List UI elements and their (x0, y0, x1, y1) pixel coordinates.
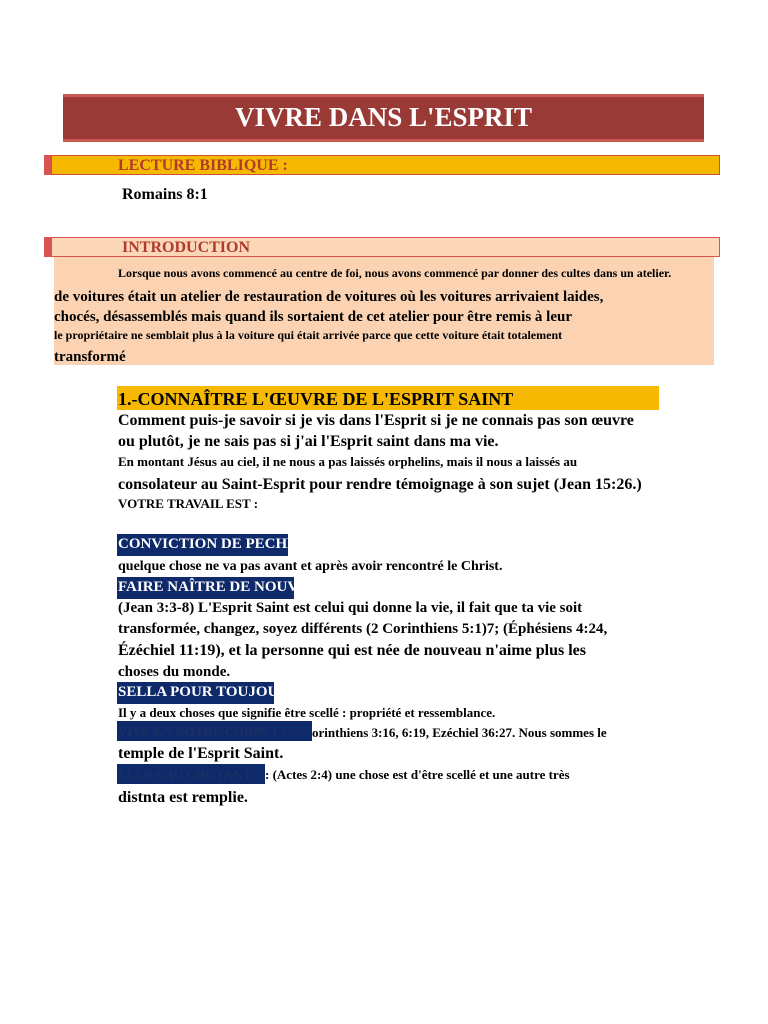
item-line: temple de l'Esprit Saint. (118, 745, 284, 762)
section-line: En montant Jésus au ciel, il ne nous a pas laissés orphelins, mais il nous a laissés au (118, 454, 578, 469)
intro-line: de voitures était un atelier de restauration de voitures où les voitures arrivaient laides, (54, 289, 604, 305)
item-heading-label: SELLA POUR TOUJOURS (118, 684, 298, 700)
item-heading-label: CONVICTION DE PECHE (118, 536, 298, 552)
section-line: consolateur au Saint-Esprit pour rendre témoignage à son sujet (Jean 15:26.) (118, 476, 642, 493)
item-line: transformée, changez, soyez différents (2 Corinthiens 5:1)7; (Éphésiens 4:24, (118, 621, 608, 637)
item-heading-llena (117, 764, 265, 784)
intro-line: transformé (54, 349, 126, 365)
intro-line: Lorsque nous avons commencé au centre de foi, nous avons commencé par donner des cultes dans un atelier. (118, 266, 672, 280)
section-line: VOTRE TRAVAIL EST : (118, 496, 259, 511)
item-line: distnta est remplie. (118, 789, 248, 806)
lecture-reference: Romains 8:1 (122, 186, 208, 203)
intro-label: INTRODUCTION (122, 239, 251, 256)
item-heading-label: FAIRE NAÎTRE DE NOUVEAU (118, 579, 330, 595)
item-heading-label: LLENA AU CROYANT (118, 767, 252, 782)
item-heading-label: VIVE EN NOTRE CORPS 1 C (118, 724, 291, 739)
item-inline-text: : (Actes 2:4) une chose est d'être scellé et une autre très (265, 767, 570, 782)
intro-line: le propriétaire ne semblait plus à la voiture qui était arrivée parce que cette voiture était totalement (54, 328, 563, 342)
item-heading-naitre (117, 577, 330, 599)
item-line: Il y a deux choses que signifie être scellé : propriété et ressemblance. (118, 705, 496, 720)
item-line: quelque chose ne va pas avant et après avoir rencontré le Christ. (118, 559, 503, 574)
intro-line: chocés, désassemblés mais quand ils sortaient de cet atelier pour être remis à leur (54, 309, 572, 325)
item-heading-sella (117, 682, 298, 704)
item-line: choses du monde. (118, 664, 231, 680)
page-title: VIVRE DANS L'ESPRIT (234, 102, 533, 132)
item-heading-conviction (117, 534, 298, 556)
section-title: 1.-CONNAÎTRE L'ŒUVRE DE L'ESPRIT SAINT (118, 389, 514, 409)
section-line: ou plutôt, je ne sais pas si j'ai l'Esprit saint dans ma vie. (118, 433, 499, 450)
item-line: Ézéchiel 11:19), et la personne qui est née de nouveau n'aime plus les (118, 642, 586, 659)
item-line: (Jean 3:3-8) L'Esprit Saint est celui qui donne la vie, il fait que ta vie soit (118, 600, 583, 616)
section-line: Comment puis-je savoir si je vis dans l'Esprit si je ne connais pas son œuvre (118, 412, 634, 429)
item-heading-vive (117, 721, 312, 741)
item-inline-text: orinthiens 3:16, 6:19, Ezéchiel 36:27. Nous sommes le (312, 725, 607, 740)
lecture-label: LECTURE BIBLIQUE : (118, 157, 288, 174)
